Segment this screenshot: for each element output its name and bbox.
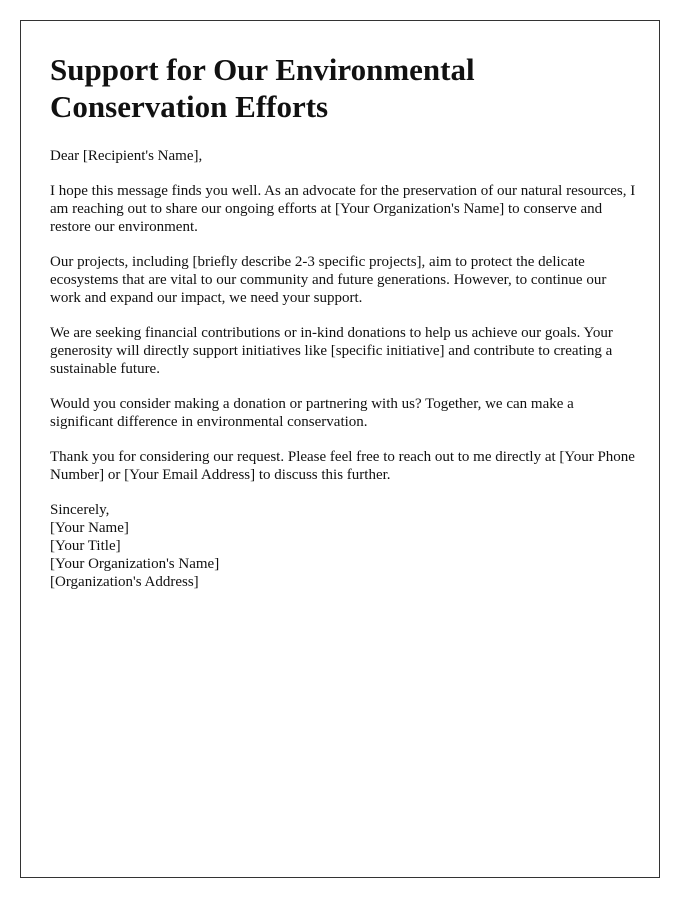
signature-block — [50, 501, 640, 591]
body-paragraph-thanks: Thank you for considering our request. Please feel free to reach out to me directly at [Your Phone Number] or [Your Email Address] to discuss this further. — [50, 449, 635, 483]
letter-page — [20, 20, 660, 878]
body-paragraph-projects: Our projects, including [briefly describe 2-3 specific projects], aim to protect the delicate ecosystems that are vital to our community and future generations. However, to continue our work and expand our impact, we need your support. — [50, 254, 607, 306]
signature-address: [Organization's Address] — [50, 574, 199, 590]
body-paragraph-request: We are seeking financial contributions or in-kind donations to help us achieve our goals. Your generosity will directly support initiatives like [specific initiative] and contribute to creating a sustainable future. — [50, 325, 613, 377]
letter-content — [50, 51, 640, 591]
signature-name: [Your Name] — [50, 520, 129, 536]
salutation: Dear [Recipient's Name], — [50, 148, 203, 164]
body-paragraph-intro: I hope this message finds you well. As an advocate for the preservation of our natural resources, I am reaching out to share our ongoing efforts at [Your Organization's Name] to conserve and restore our environment. — [50, 183, 636, 235]
letter-title: Support for Our Environmental Conservation Efforts — [50, 52, 475, 124]
signature-organization: [Your Organization's Name] — [50, 556, 220, 572]
signature-title: [Your Title] — [50, 538, 121, 554]
closing-line: Sincerely, — [50, 502, 110, 518]
body-paragraph-question: Would you consider making a donation or partnering with us? Together, we can make a significant difference in environmental conservation. — [50, 396, 574, 430]
